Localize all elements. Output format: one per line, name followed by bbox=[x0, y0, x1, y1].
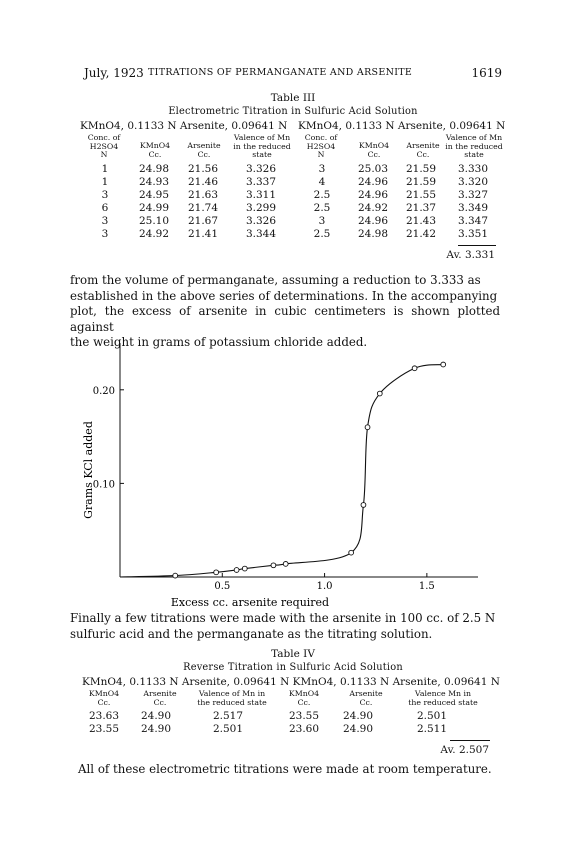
col-head-valence-left bbox=[228, 134, 296, 160]
col-head-line: N bbox=[317, 150, 325, 159]
table-row bbox=[296, 215, 502, 228]
table-cell: 2.517 bbox=[212, 710, 244, 722]
col-head-line: in the reduced bbox=[445, 141, 503, 151]
table-row bbox=[296, 228, 502, 241]
col-head-line: N bbox=[100, 150, 108, 159]
col-head-line: KMnO4 bbox=[88, 689, 120, 698]
table-cell: 25.10 bbox=[138, 215, 170, 227]
table4-column-headers bbox=[82, 690, 502, 708]
table-row bbox=[80, 189, 294, 202]
col-head-line: Arsenite bbox=[406, 141, 440, 150]
col-head-line: Valence Mn in bbox=[414, 689, 472, 698]
data-point bbox=[242, 566, 247, 571]
table-cell: 21.43 bbox=[405, 215, 437, 227]
col-head-line: Cc. bbox=[97, 697, 111, 707]
table-row bbox=[296, 189, 502, 202]
col-head-kmno4-left bbox=[132, 142, 178, 159]
table-cell: 24.96 bbox=[357, 176, 389, 188]
series-line bbox=[120, 365, 443, 577]
table-cell: 3 bbox=[318, 215, 326, 227]
table4-caption: Table IV bbox=[271, 648, 315, 660]
text-line: Finally a few titrations were made with the arsenite in 100 cc. of 2.5 N bbox=[70, 611, 496, 625]
table-row bbox=[282, 723, 474, 736]
table-row bbox=[80, 202, 294, 215]
table-cell: 21.56 bbox=[187, 163, 219, 175]
table3-title: Electrometric Titration in Sulfuric Acid Solution bbox=[168, 106, 418, 117]
table-cell: 21.42 bbox=[405, 228, 437, 240]
col-head-line: Valence of Mn bbox=[445, 133, 503, 142]
data-point bbox=[412, 366, 417, 371]
table-cell: 3.347 bbox=[457, 215, 489, 227]
table-row bbox=[80, 228, 294, 241]
col-head-arsenite-right bbox=[400, 142, 446, 159]
col-head-line: Conc. of bbox=[304, 133, 338, 142]
col-head-line: KMnO4 bbox=[288, 689, 320, 698]
col-head-line: Cc. bbox=[197, 149, 211, 159]
table-cell: 24.90 bbox=[140, 710, 172, 722]
table-cell: 21.37 bbox=[405, 202, 437, 214]
col-head-line: Cc. bbox=[297, 697, 311, 707]
plot-curve bbox=[120, 362, 446, 578]
running-header bbox=[84, 66, 502, 84]
table-cell: 24.98 bbox=[357, 228, 389, 240]
data-point bbox=[283, 561, 288, 566]
table4-right-body bbox=[282, 710, 474, 736]
table4-reagents: KMnO4, 0.1133 N Arsenite, 0.09641 N KMnO4, 0.1133 N Arsenite, 0.09641 N bbox=[82, 676, 500, 688]
table-row bbox=[82, 710, 270, 723]
data-point bbox=[234, 568, 239, 573]
t4-col-head-valence-left bbox=[190, 690, 274, 707]
data-point bbox=[441, 362, 446, 367]
table-cell: 24.96 bbox=[357, 189, 389, 201]
table-row bbox=[282, 710, 474, 723]
col-head-line: Valence of Mn bbox=[233, 133, 291, 142]
col-head-conc-left bbox=[80, 134, 128, 160]
t4-col-head-kmno4-right bbox=[282, 690, 326, 707]
table-cell: 3.351 bbox=[457, 228, 489, 240]
table-cell: 23.55 bbox=[288, 710, 320, 722]
table-cell: 24.95 bbox=[138, 189, 170, 201]
data-point bbox=[271, 563, 276, 568]
table-cell: 21.55 bbox=[405, 189, 437, 201]
t4-col-head-valence-right bbox=[400, 690, 486, 707]
table-cell: 21.63 bbox=[187, 189, 219, 201]
plot-axes bbox=[120, 343, 478, 577]
table-cell: 3 bbox=[101, 228, 109, 240]
paragraph-2 bbox=[70, 611, 500, 642]
table-cell: 2.501 bbox=[212, 723, 244, 735]
table-cell: 4 bbox=[318, 176, 326, 188]
table-cell: 1 bbox=[101, 163, 109, 175]
table-row bbox=[80, 215, 294, 228]
average-rule bbox=[458, 245, 496, 246]
table-cell: 3.327 bbox=[457, 189, 489, 201]
col-head-line: Cc. bbox=[416, 149, 430, 159]
col-head-conc-right bbox=[296, 134, 346, 160]
y-tick-label: 0.20 bbox=[92, 385, 115, 397]
table3-left-body bbox=[80, 163, 294, 241]
table-cell: 6 bbox=[101, 202, 109, 214]
data-point bbox=[361, 503, 366, 508]
x-tick-label: 1.5 bbox=[418, 581, 435, 592]
text-line: plot, the excess of arsenite in cubic centimeters is shown plotted against bbox=[70, 304, 500, 334]
table-row bbox=[296, 202, 502, 215]
t4-col-head-arsenite-left bbox=[138, 690, 182, 707]
col-head-line: Valence of Mn in bbox=[198, 689, 266, 698]
table-cell: 21.67 bbox=[187, 215, 219, 227]
x-tick-label: 0.5 bbox=[214, 581, 231, 592]
table-cell: 23.63 bbox=[88, 710, 120, 722]
table-cell: 3.330 bbox=[457, 163, 489, 175]
table-cell: 3.320 bbox=[457, 176, 489, 188]
table-cell: 23.60 bbox=[288, 723, 320, 735]
col-head-line: H2SO4 bbox=[89, 141, 119, 151]
col-head-line: KMnO4 bbox=[139, 141, 171, 150]
table-cell: 2.5 bbox=[313, 189, 331, 201]
table-cell: 24.96 bbox=[357, 215, 389, 227]
table4-left-body bbox=[82, 710, 270, 736]
closing-sentence: All of these electrometric titrations were made at room temperature. bbox=[78, 762, 492, 776]
kcl-arsenite-plot bbox=[70, 335, 490, 615]
table-row bbox=[80, 163, 294, 176]
col-head-line: Cc. bbox=[153, 697, 167, 707]
text-line: the weight in grams of potassium chloride added. bbox=[70, 335, 368, 349]
col-head-line: Cc. bbox=[367, 149, 381, 159]
table-row bbox=[296, 176, 502, 189]
col-head-line: state bbox=[252, 150, 272, 159]
col-head-arsenite-left bbox=[180, 142, 228, 159]
col-head-line: Arsenite bbox=[187, 141, 221, 150]
table-cell: 3.299 bbox=[245, 202, 277, 214]
table-cell: 3.344 bbox=[245, 228, 277, 240]
text-line: from the volume of permanganate, assuming a reduction to 3.333 as bbox=[70, 273, 481, 287]
data-point bbox=[377, 391, 382, 396]
table-cell: 3.311 bbox=[245, 189, 277, 201]
table-cell: 21.46 bbox=[187, 176, 219, 188]
table3-right-reagents: KMnO4, 0.1133 N Arsenite, 0.09641 N bbox=[298, 120, 506, 132]
table-cell: 3 bbox=[318, 163, 326, 175]
table-cell: 24.98 bbox=[138, 163, 170, 175]
t4-col-head-arsenite-right bbox=[344, 690, 388, 707]
data-point bbox=[214, 570, 219, 575]
table4-average: Av. 2.507 bbox=[440, 744, 489, 756]
data-point bbox=[173, 573, 178, 578]
col-head-line: Arsenite bbox=[143, 689, 177, 698]
table-cell: 25.03 bbox=[357, 163, 389, 175]
x-tick-label: 1.0 bbox=[316, 581, 333, 592]
table-cell: 24.92 bbox=[138, 228, 170, 240]
average-rule bbox=[450, 740, 490, 741]
table3-caption: Table III bbox=[270, 92, 316, 104]
table-cell: 1 bbox=[101, 176, 109, 188]
col-head-line: KMnO4 bbox=[358, 141, 390, 150]
table-cell: 2.5 bbox=[313, 202, 331, 214]
text-line: sulfuric acid and the permanganate as the titrating solution. bbox=[70, 626, 433, 641]
data-point bbox=[349, 550, 354, 555]
y-axis-label: Grams KCl added bbox=[82, 421, 95, 519]
table-cell: 2.511 bbox=[416, 723, 448, 735]
table-cell: 24.92 bbox=[357, 202, 389, 214]
table-cell: 3.326 bbox=[245, 163, 277, 175]
table3-left-reagents: KMnO4, 0.1133 N Arsenite, 0.09641 N bbox=[80, 120, 288, 132]
table-cell: 24.90 bbox=[342, 710, 374, 722]
table-cell: 24.90 bbox=[342, 723, 374, 735]
col-head-line: Cc. bbox=[148, 149, 162, 159]
table-row bbox=[80, 176, 294, 189]
table-cell: 24.93 bbox=[138, 176, 170, 188]
col-head-line: the reduced state bbox=[197, 697, 267, 707]
table-cell: 24.90 bbox=[140, 723, 172, 735]
col-head-line: state bbox=[464, 150, 484, 159]
col-head-kmno4-right bbox=[350, 142, 398, 159]
table4-title: Reverse Titration in Sulfuric Acid Solution bbox=[183, 662, 403, 673]
table-cell: 2.5 bbox=[313, 228, 331, 240]
plot-ticks bbox=[93, 386, 435, 592]
table-cell: 21.59 bbox=[405, 176, 437, 188]
table-row bbox=[82, 723, 270, 736]
col-head-line: Conc. of bbox=[87, 133, 121, 142]
table-cell: 3 bbox=[101, 189, 109, 201]
table-cell: 3.349 bbox=[457, 202, 489, 214]
header-date: July, 1923 bbox=[84, 66, 144, 80]
table-cell: 21.59 bbox=[405, 163, 437, 175]
col-head-line: the reduced state bbox=[408, 697, 478, 707]
header-running-title: TITRATIONS OF PERMANGANATE AND ARSENITE bbox=[148, 67, 413, 78]
table-row bbox=[296, 163, 502, 176]
table3-column-headers bbox=[80, 133, 503, 160]
table-cell: 3 bbox=[101, 215, 109, 227]
x-axis-label: Excess cc. arsenite required bbox=[170, 596, 330, 609]
table-cell: 23.55 bbox=[88, 723, 120, 735]
table-cell: 3.326 bbox=[245, 215, 277, 227]
t4-col-head-kmno4-left bbox=[82, 690, 126, 707]
col-head-line: Arsenite bbox=[349, 689, 383, 698]
data-point bbox=[365, 425, 370, 430]
table-cell: 21.41 bbox=[187, 228, 219, 240]
col-head-valence-right bbox=[444, 134, 504, 160]
header-page-number: 1619 bbox=[471, 66, 502, 80]
table3-average: Av. 3.331 bbox=[446, 249, 495, 261]
table-cell: 3.337 bbox=[245, 176, 277, 188]
table-cell: 24.99 bbox=[138, 202, 170, 214]
col-head-line: in the reduced bbox=[233, 141, 291, 151]
text-line: established in the above series of determinations. In the accompanying bbox=[70, 288, 498, 303]
y-tick-label: 0.10 bbox=[92, 479, 115, 491]
col-head-line: H2SO4 bbox=[306, 141, 336, 151]
col-head-line: Cc. bbox=[359, 697, 373, 707]
table-cell: 21.74 bbox=[187, 202, 219, 214]
table-cell: 2.501 bbox=[416, 710, 448, 722]
table3-right-body bbox=[296, 163, 502, 241]
